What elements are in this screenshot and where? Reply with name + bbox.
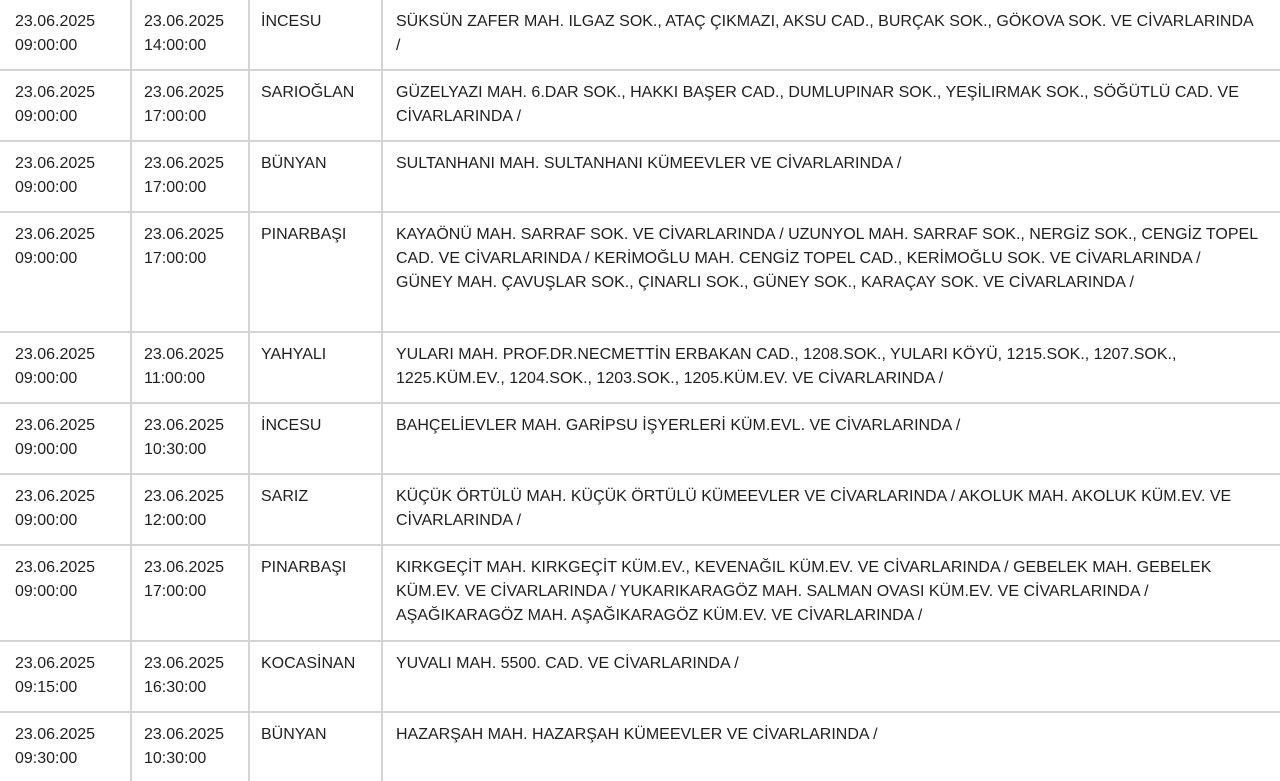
- end-datetime-cell: [131, 212, 249, 332]
- end-date: 23.06.2025: [144, 155, 225, 172]
- address-cell: HAZARŞAH MAH. HAZARŞAH KÜMEEVLER VE CİVARLARINDA /: [382, 712, 1280, 781]
- address-cell: KAYAÖNÜ MAH. SARRAF SOK. VE CİVARLARINDA / UZUNYOL MAH. SARRAF SOK., NERGİZ SOK., CENGİZ TOPEL CAD. VE CİVARLARINDA / KERİMOĞLU MAH. CENGİZ TOPEL CAD., KERİMOĞLU SOK. VE CİVARLARINDA / GÜNEY MAH. ÇAVUŞLAR SOK., ÇINARLI SOK., GÜNEY SOK., KARAÇAY SOK. VE CİVARLARINDA /: [382, 212, 1280, 332]
- start-time: 09:00:00: [15, 179, 78, 196]
- start-datetime-cell: [0, 712, 131, 781]
- table-row: [0, 70, 1280, 141]
- table-row: [0, 0, 1280, 70]
- end-datetime-cell: [131, 403, 249, 474]
- end-time: 12:00:00: [144, 512, 207, 529]
- end-time: 17:00:00: [144, 179, 207, 196]
- end-date: 23.06.2025: [144, 655, 225, 672]
- start-time: 09:00:00: [15, 250, 78, 267]
- start-date: 23.06.2025: [15, 84, 96, 101]
- end-date: 23.06.2025: [144, 559, 225, 576]
- start-datetime-cell: [0, 403, 131, 474]
- end-time: 17:00:00: [144, 583, 207, 600]
- start-datetime-cell: [0, 0, 131, 70]
- end-datetime-cell: [131, 545, 249, 641]
- start-date: 23.06.2025: [15, 155, 96, 172]
- end-datetime-cell: [131, 332, 249, 403]
- table-row: [0, 712, 1280, 781]
- district-cell: PINARBAŞI: [249, 212, 382, 332]
- start-datetime-cell: [0, 545, 131, 641]
- start-time: 09:00:00: [15, 441, 78, 458]
- district-cell: SARIOĞLAN: [249, 70, 382, 141]
- table-row: [0, 141, 1280, 212]
- district-cell: SARIZ: [249, 474, 382, 545]
- start-time: 09:00:00: [15, 108, 78, 125]
- end-datetime-cell: [131, 712, 249, 781]
- start-date: 23.06.2025: [15, 655, 96, 672]
- district-cell: YAHYALI: [249, 332, 382, 403]
- address-cell: YULARI MAH. PROF.DR.NECMETTİN ERBAKAN CAD., 1208.SOK., YULARI KÖYÜ, 1215.SOK., 1207.SOK., 1225.KÜM.EV., 1204.SOK., 1203.SOK., 1205.KÜM.EV. VE CİVARLARINDA /: [382, 332, 1280, 403]
- district-cell: BÜNYAN: [249, 712, 382, 781]
- end-date: 23.06.2025: [144, 417, 225, 434]
- end-datetime-cell: [131, 141, 249, 212]
- end-date: 23.06.2025: [144, 346, 225, 363]
- start-time: 09:15:00: [15, 679, 78, 696]
- start-date: 23.06.2025: [15, 726, 96, 743]
- district-cell: İNCESU: [249, 0, 382, 70]
- end-date: 23.06.2025: [144, 488, 225, 505]
- start-time: 09:00:00: [15, 37, 78, 54]
- table-row: [0, 403, 1280, 474]
- start-datetime-cell: [0, 70, 131, 141]
- start-date: 23.06.2025: [15, 417, 96, 434]
- address-cell: SULTANHANI MAH. SULTANHANI KÜMEEVLER VE CİVARLARINDA /: [382, 141, 1280, 212]
- end-datetime-cell: [131, 474, 249, 545]
- end-date: 23.06.2025: [144, 226, 225, 243]
- end-date: 23.06.2025: [144, 726, 225, 743]
- table-row: [0, 545, 1280, 641]
- district-cell: PINARBAŞI: [249, 545, 382, 641]
- end-time: 17:00:00: [144, 108, 207, 125]
- table-row: [0, 212, 1280, 332]
- end-time: 11:00:00: [144, 370, 206, 387]
- start-time: 09:00:00: [15, 512, 78, 529]
- end-datetime-cell: [131, 70, 249, 141]
- end-time: 16:30:00: [144, 679, 207, 696]
- start-time: 09:00:00: [15, 370, 78, 387]
- district-cell: İNCESU: [249, 403, 382, 474]
- start-datetime-cell: [0, 641, 131, 712]
- start-datetime-cell: [0, 332, 131, 403]
- start-datetime-cell: [0, 141, 131, 212]
- end-time: 10:30:00: [144, 750, 207, 767]
- start-date: 23.06.2025: [15, 559, 96, 576]
- start-datetime-cell: [0, 474, 131, 545]
- address-cell: KIRKGEÇİT MAH. KIRKGEÇİT KÜM.EV., KEVENAĞIL KÜM.EV. VE CİVARLARINDA / GEBELEK MAH. GEBELEK KÜM.EV. VE CİVARLARINDA / YUKARIKARAGÖZ MAH. SALMAN OVASI KÜM.EV. VE CİVARLARINDA / AŞAĞIKARAGÖZ MAH. AŞAĞIKARAGÖZ KÜM.EV. VE CİVARLARINDA /: [382, 545, 1280, 641]
- start-date: 23.06.2025: [15, 13, 96, 30]
- end-datetime-cell: [131, 0, 249, 70]
- address-cell: SÜKSÜN ZAFER MAH. ILGAZ SOK., ATAÇ ÇIKMAZI, AKSU CAD., BURÇAK SOK., GÖKOVA SOK. VE CİVARLARINDA /: [382, 0, 1280, 70]
- start-date: 23.06.2025: [15, 226, 96, 243]
- end-date: 23.06.2025: [144, 13, 225, 30]
- start-date: 23.06.2025: [15, 346, 96, 363]
- district-cell: KOCASİNAN: [249, 641, 382, 712]
- start-date: 23.06.2025: [15, 488, 96, 505]
- start-time: 09:30:00: [15, 750, 78, 767]
- end-time: 10:30:00: [144, 441, 207, 458]
- end-date: 23.06.2025: [144, 84, 225, 101]
- district-cell: BÜNYAN: [249, 141, 382, 212]
- address-cell: YUVALI MAH. 5500. CAD. VE CİVARLARINDA /: [382, 641, 1280, 712]
- start-datetime-cell: [0, 212, 131, 332]
- table-row: [0, 332, 1280, 403]
- table-row: [0, 641, 1280, 712]
- address-cell: KÜÇÜK ÖRTÜLÜ MAH. KÜÇÜK ÖRTÜLÜ KÜMEEVLER VE CİVARLARINDA / AKOLUK MAH. AKOLUK KÜM.EV. VE CİVARLARINDA /: [382, 474, 1280, 545]
- end-datetime-cell: [131, 641, 249, 712]
- address-cell: GÜZELYAZI MAH. 6.DAR SOK., HAKKI BAŞER CAD., DUMLUPINAR SOK., YEŞİLIRMAK SOK., SÖĞÜTLÜ CAD. VE CİVARLARINDA /: [382, 70, 1280, 141]
- end-time: 14:00:00: [144, 37, 207, 54]
- address-cell: BAHÇELİEVLER MAH. GARİPSU İŞYERLERİ KÜM.EVL. VE CİVARLARINDA /: [382, 403, 1280, 474]
- start-time: 09:00:00: [15, 583, 78, 600]
- end-time: 17:00:00: [144, 250, 207, 267]
- table-row: [0, 474, 1280, 545]
